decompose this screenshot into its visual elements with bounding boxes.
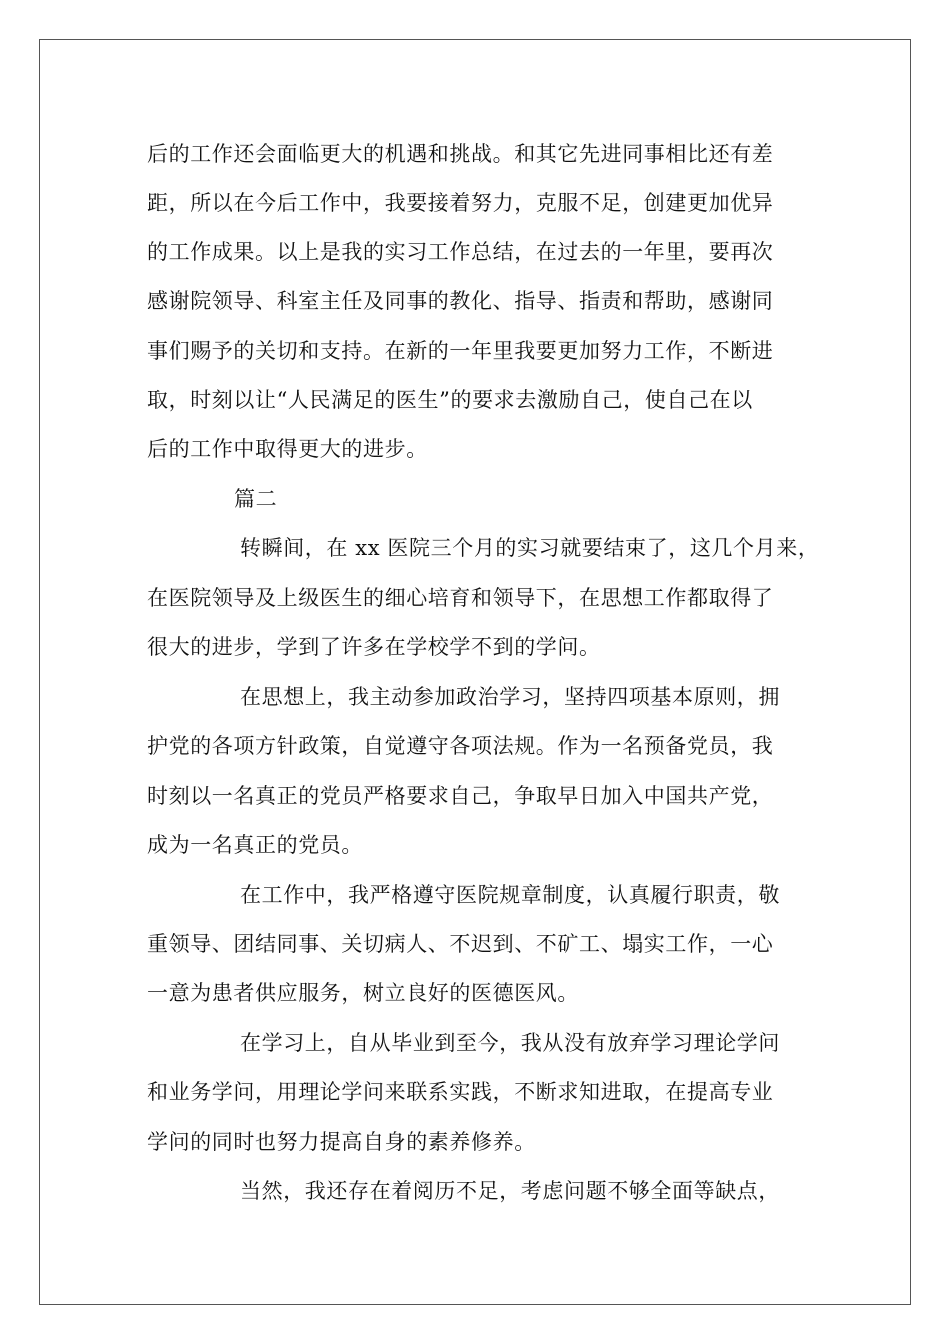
page-border (39, 39, 911, 1305)
body-line: 后的工作还会面临更大的机遇和挑战。和其它先进同事相比还有差 (147, 142, 774, 166)
body-line: 时刻以一名真正的党员严格要求自己，争取早日加入中国共产党， (147, 784, 774, 808)
section-heading: 篇二 (234, 487, 278, 511)
body-line: 在医院领导及上级医生的细心培育和领导下，在思想工作都取得了 (147, 586, 774, 610)
body-line: 护党的各项方针政策，自觉遵守各项法规。作为一名预备党员，我 (147, 734, 774, 758)
body-line: 距，所以在今后工作中，我要接着努力，克服不足，创建更加优异 (147, 191, 774, 215)
body-line: 成为一名真正的党员。 (147, 833, 363, 857)
body-line: 感谢院领导、科室主任及同事的教化、指导、指责和帮助，感谢同 (147, 289, 774, 313)
body-line: 后的工作中取得更大的进步。 (147, 437, 428, 461)
body-line: 和业务学问，用理论学问来联系实践，不断求知进取，在提高专业 (147, 1080, 774, 1104)
body-line: 事们赐予的关切和支持。在新的一年里我要更加努力工作，不断进 (147, 339, 774, 363)
paragraph-first-line: 在工作中，我严格遵守医院规章制度，认真履行职责，敬 (240, 883, 780, 907)
paragraph-first-line: 在学习上，自从毕业到至今，我从没有放弃学习理论学问 (240, 1031, 780, 1055)
body-line: 的工作成果。以上是我的实习工作总结，在过去的一年里，要再次 (147, 240, 774, 264)
body-line: 很大的进步，学到了许多在学校学不到的学问。 (147, 635, 601, 659)
body-line: 取，时刻以让“人民满足的医生”的要求去激励自己，使自己在以 (147, 388, 753, 412)
paragraph-first-line: 在思想上，我主动参加政治学习，坚持四项基本原则，拥 (240, 685, 780, 709)
body-line: 重领导、团结同事、关切病人、不迟到、不矿工、塌实工作，一心 (147, 932, 774, 956)
paragraph-first-line: 当然，我还存在着阅历不足，考虑问题不够全面等缺点， (240, 1179, 780, 1203)
body-line: 学问的同时也努力提高自身的素养修养。 (147, 1130, 536, 1154)
body-line: 一意为患者供应服务，树立良好的医德医风。 (147, 981, 579, 1005)
paragraph-first-line: 转瞬间，在 xx 医院三个月的实习就要结束了，这几个月来， (240, 536, 820, 560)
